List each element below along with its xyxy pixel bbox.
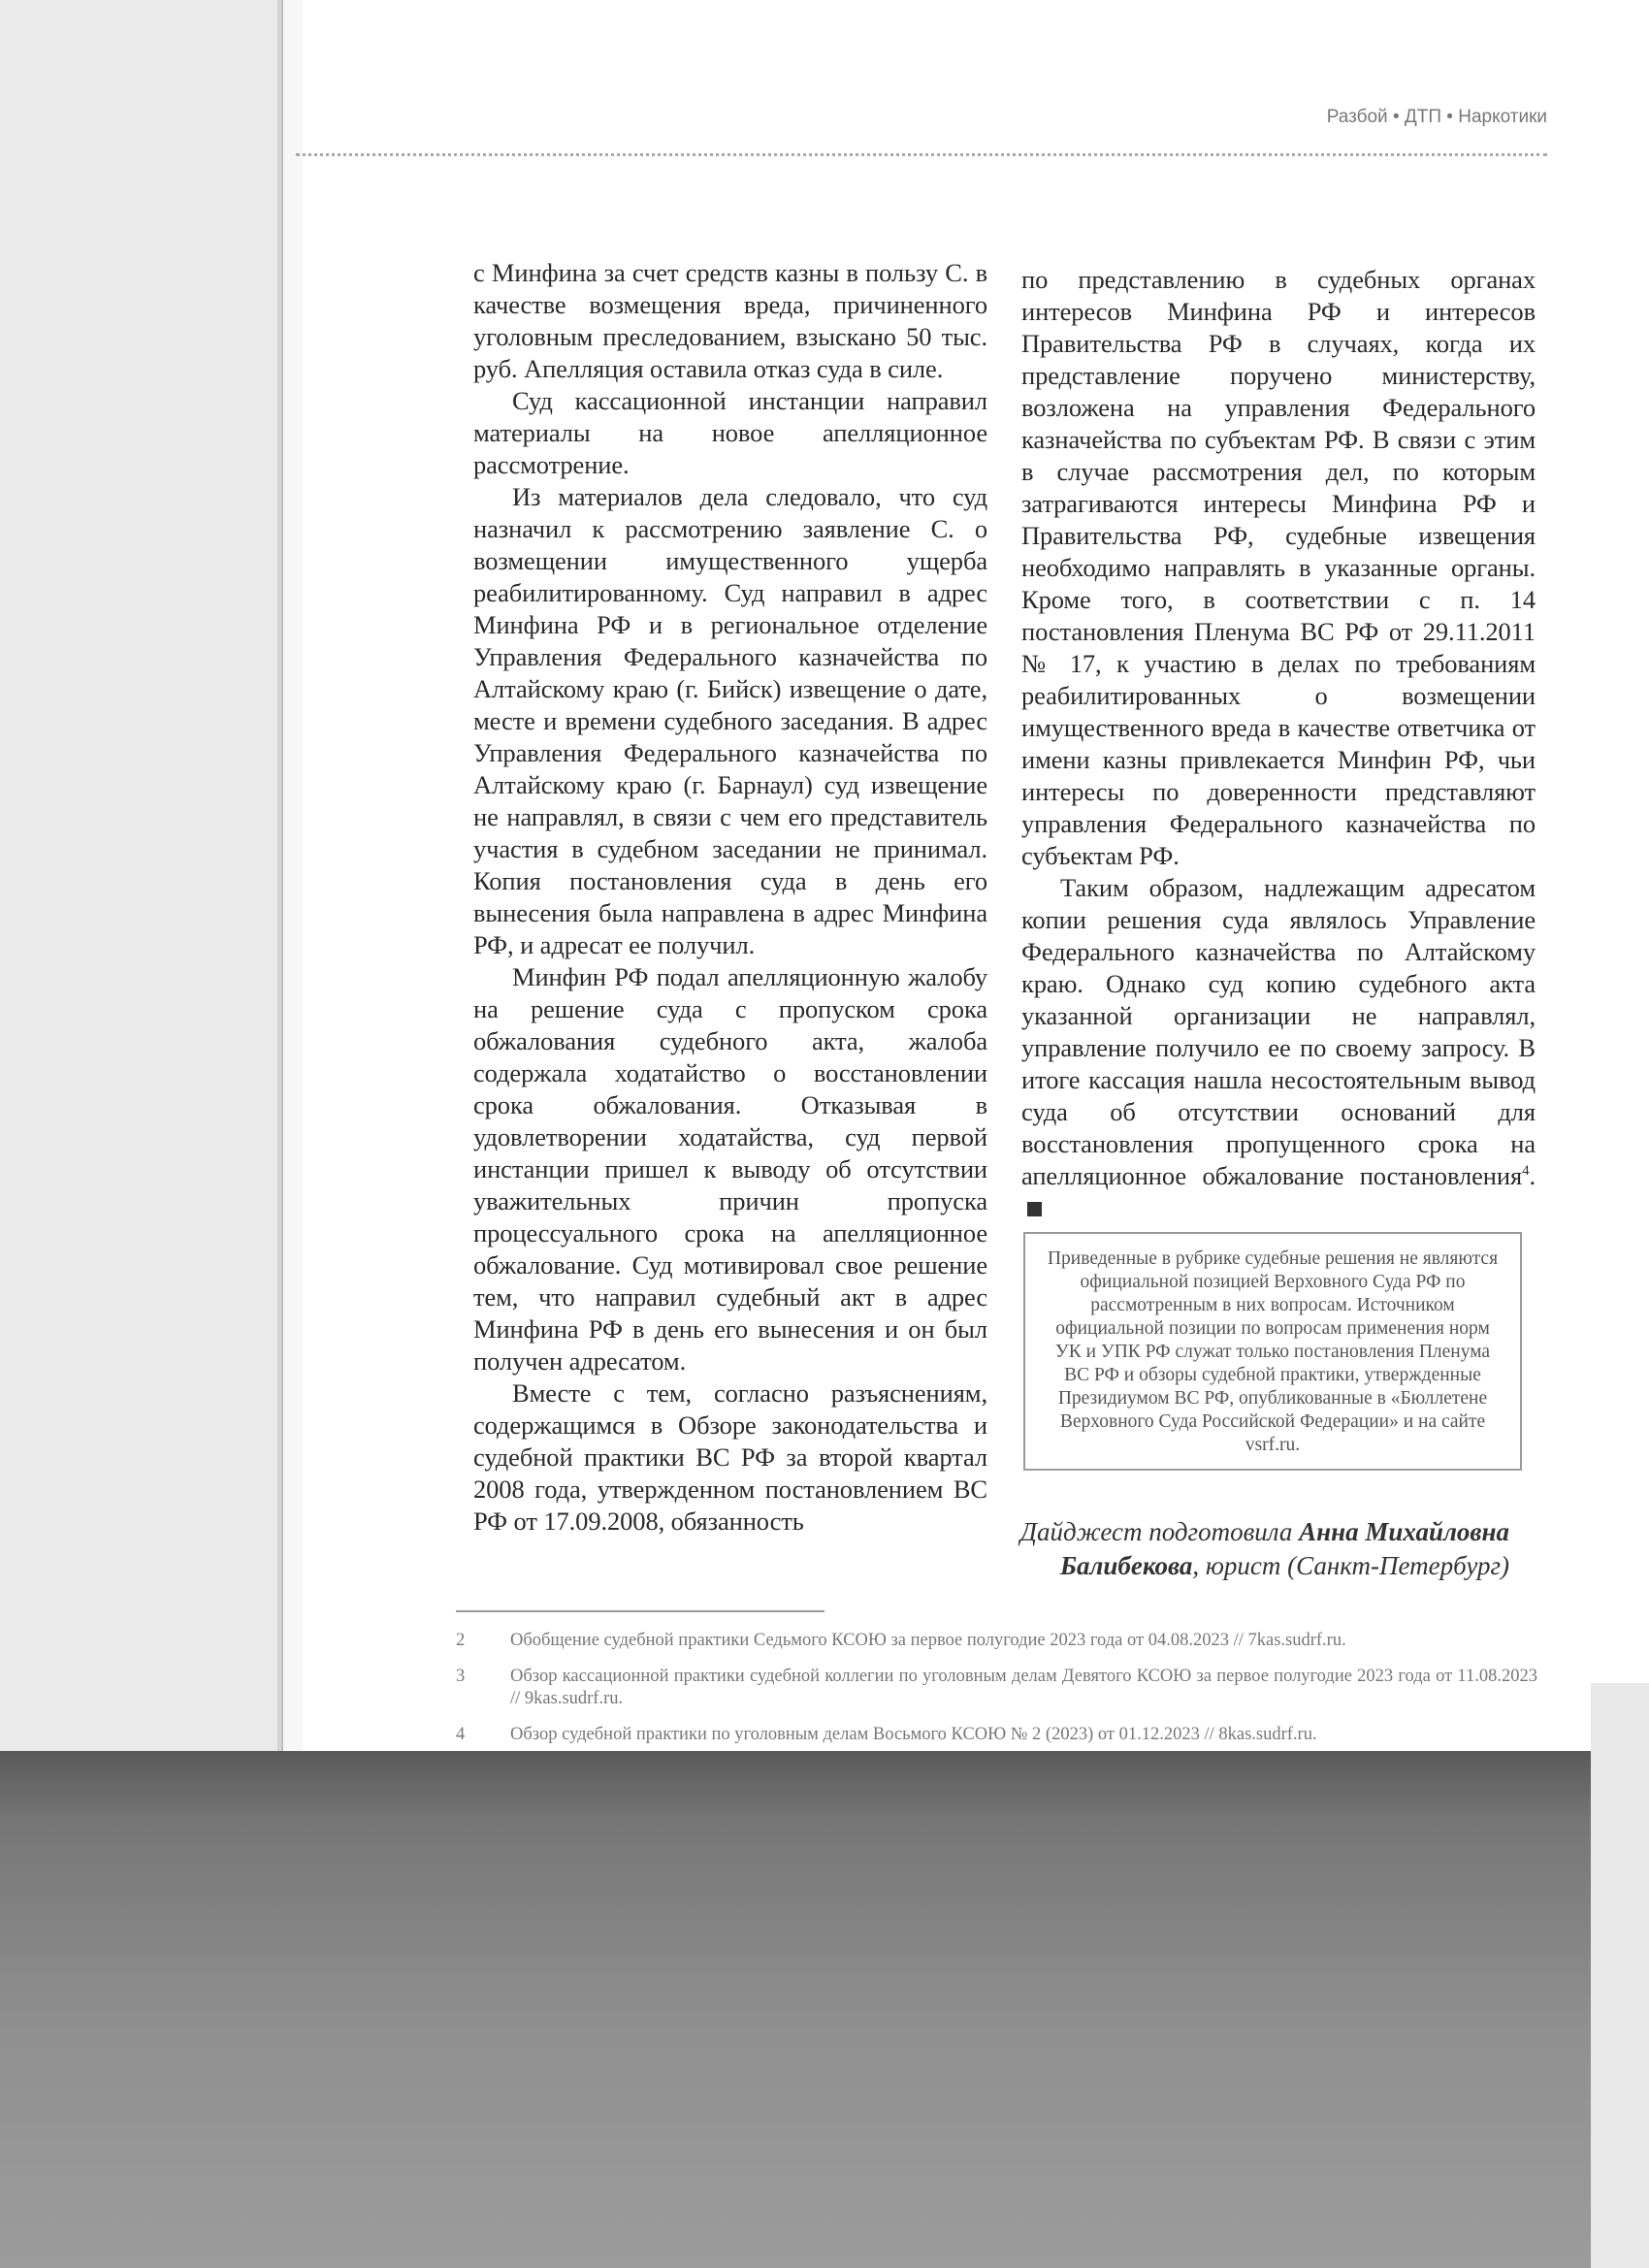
right-column	[1021, 264, 1536, 1224]
left-column	[473, 257, 987, 1538]
footnote-text: Обзор кассационной практики судебной коллегии по уголовным делам Девятого КСОЮ за первое полугодие 2023 года от 11.08.2023 // 9kas.sudrf.ru.	[510, 1667, 1537, 1708]
scan-left-shadow	[0, 0, 291, 1751]
footnote-text: Обобщение судебной практики Седьмого КСОЮ за первое полугодие 2023 года от 04.08.2023 // 7kas.sudrf.ru.	[510, 1631, 1346, 1650]
footnote	[456, 1724, 1537, 1746]
paragraph-text: Таким образом, надлежащим адресатом копии решения суда являлось Управление Федерального казначейства по Алтайскому краю. Однако суд копию судебного акта указанной организации не направлял, управление получило ее по своему запросу. В итоге кассация нашла несостоятельным вывод суда об отсутствии оснований для восстановления пропущенного срока на апелляционное обжалование постановления	[1021, 873, 1536, 1190]
end-mark-icon	[1027, 1202, 1042, 1216]
digest-credit	[1017, 1515, 1509, 1583]
footnote-number: 4	[456, 1725, 466, 1744]
paragraph: Из материалов дела следовало, что суд назначил к рассмотрению заявление С. о возмещении имущественного ущерба реабилитированному. Суд направил в адрес Минфина РФ и в региональное отделение Управления Федерального казначейства по Алтайскому краю (г. Бийск) извещение о дате, месте и времени судебного заседания. В адрес Управления Федерального казначейства по Алтайскому краю (г. Барнаул) суд извещение не направлял, в связи с чем его представитель участия в судебном заседании не принимал. Копия постановления суда в день его вынесения была направлена в адрес Минфина РФ, и адресат ее получил.	[473, 482, 987, 959]
scan-background	[0, 1751, 1649, 2268]
digest-author: Анна Михайловна Балибекова	[1059, 1517, 1509, 1580]
footnotes	[456, 1630, 1537, 1760]
footnote-divider	[456, 1610, 824, 1612]
footnote-text: Обзор судебной практики по уголовным делам Восьмого КСОЮ № 2 (2023) от 01.12.2023 // 8kas.sudrf.ru.	[510, 1725, 1317, 1744]
running-head: Разбой • ДТП • Наркотики	[1326, 107, 1547, 127]
paragraph: с Минфина за счет средств казны в пользу С. в качестве возмещения вреда, причиненного уголовным преследованием, взыскано 50 тыс. руб. Апелляция оставила отказ суда в силе.	[473, 258, 987, 383]
paragraph-end: .	[1529, 1161, 1536, 1190]
footnote-number: 2	[456, 1631, 466, 1650]
paragraph: Вместе с тем, согласно разъяснениям, содержащимся в Обзоре законодательства и судебной практики ВС РФ за второй квартал 2008 года, утвержденном постановлением ВС РФ от 17.09.2008, обязанность	[473, 1378, 987, 1536]
footnote-number: 3	[456, 1667, 466, 1686]
paragraph: Суд кассационной инстанции направил материалы на новое апелляционное рассмотрение.	[473, 386, 987, 479]
digest-suffix: , юрист (Санкт-Петербург)	[1192, 1551, 1509, 1580]
paragraph	[1021, 872, 1536, 1224]
footnote-ref: 4	[1522, 1163, 1530, 1180]
footnote	[456, 1630, 1537, 1652]
paragraph: Минфин РФ подал апелляционную жалобу на решение суда с пропуском срока обжалования судебного акта, жалоба содержала ходатайство о восстановлении срока обжалования. Отказывая в удовлетворении ходатайства, суд первой инстанции пришел к выводу об отсутствии уважительных причин пропуска процессуального срока на апелляционное обжалование. Суд мотивировал свое решение тем, что направил судебный акт в адрес Минфина РФ в день его вынесения и он был получен адресатом.	[473, 962, 987, 1376]
paragraph: по представлению в судебных органах интересов Минфина РФ и интересов Правительства РФ в случаях, когда их представление поручено министерству, возложена на управления Федерального казначейства по субъектам РФ. В связи с этим в случае рассмотрения дел, по которым затрагиваются интересы Минфина РФ и Правительства РФ, судебные извещения необходимо направлять в указанные органы. Кроме того, в соответствии с п. 14 постановления Пленума ВС РФ от 29.11.2011 № 17, к участию в делах по требованиям реабилитированных о возмещении имущественного вреда в качестве ответчика от имени казны привлекается Минфин РФ, чьи интересы по доверенности представляют управления Федерального казначейства по субъектам РФ.	[1021, 265, 1536, 870]
disclaimer-box: Приведенные в рубрике судебные решения не являются официальной позицией Верховного Суда РФ по рассмотренным в них вопросам. Источником официальной позиции по вопросам применения норм УК и УПК РФ служат только постановления Пленума ВС РФ и обзоры судебной практики, утвержденные Президиумом ВС РФ, опубликованные в «Бюллетене Верховного Суда Российской Федерации» и на сайте vsrf.ru.	[1023, 1232, 1522, 1471]
scan-edge	[1591, 1683, 1649, 2268]
header-divider	[296, 153, 1547, 156]
page-edge	[281, 0, 303, 1751]
footnote	[456, 1666, 1537, 1710]
digest-prefix: Дайджест подготовила	[1019, 1517, 1300, 1546]
